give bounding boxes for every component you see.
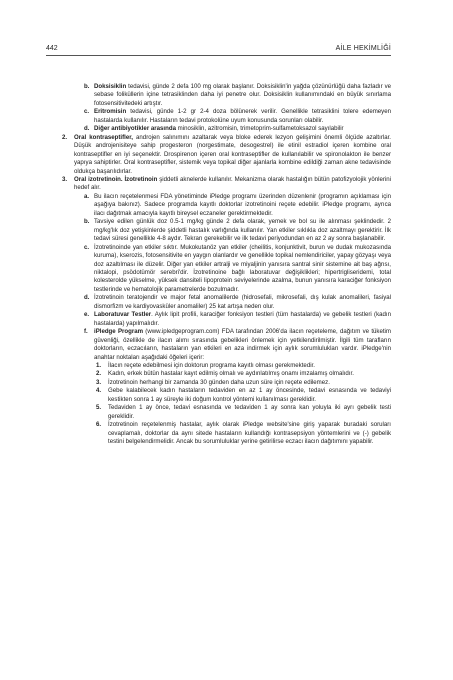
item-body: tedavisi, günde 1-2 gr 2-4 doza bölünerek verilir. Genellikle tetrasiklini tolere edemeyen hastalarda kullanılır. Hastaların tedavi protokolüne uyum konusunda sorunları olabilir.	[94, 108, 391, 124]
item-term: Oral izotretinoin. İzotretinoin	[74, 175, 158, 183]
item-text	[108, 379, 330, 386]
list-item-b3	[56, 218, 391, 243]
item-body: Bu ilacın reçetelenmesi FDA yönetiminde iPledge programı üzerinden düzenlenir (programın açıklaması için aşağıya bakınız). Sadece programda kayıtlı doktorlar izotretinoini reçete edebilir. iPledge programı, ayrıca ilacı dağıtmak amacıyla kayıtlı bireysel eczaneler gerektirmektedir.	[94, 192, 391, 217]
list-item-e3	[56, 311, 391, 328]
list-marker: d.	[84, 294, 90, 302]
list-item-n2	[56, 134, 391, 176]
list-marker: 3.	[96, 378, 102, 386]
item-text	[74, 134, 391, 175]
item-body: Gebe kalabilecek kadın hastaların tedaviden en az 1 ay öncesinde, tedavi esnasında ve tedaviyi kestikten sonra 1 ay süreyle iki doğum kontrol yöntemi kullanılması gereklidir.	[108, 387, 391, 403]
item-body: Tavsiye edilen günlük doz 0.5-1 mg/kg günde 2 defa olarak, yemek ve bol su ile alınması şeklindedir. 2 mg/kg'lık doz yetişkinlerde şiddetli hastalık varlığında kullanılır. Yan etkiler sıklıkla doz azaltmayı gerektirir. İlk tedavi süresi genellikle 4-8 aydır. Tekrarı gerekebilir ve ilk tedavi periyodundan en az 2 ay sonra başlanabilir.	[94, 218, 391, 243]
item-term: Laboratuvar Testler	[94, 311, 152, 319]
list-marker: c.	[84, 108, 90, 116]
list-item-c1	[56, 108, 391, 125]
list-item-f3-2	[56, 370, 391, 378]
list-marker: 2.	[62, 133, 68, 141]
list-marker: a.	[84, 192, 90, 200]
item-body: İlacın reçete edebilmesi için doktorun programa kayıtlı olması gerekmektedir.	[108, 361, 315, 369]
list-item-f3	[56, 328, 391, 362]
item-text	[94, 244, 391, 293]
list-item-n3	[56, 176, 391, 193]
list-marker: 4.	[96, 387, 102, 395]
item-body: İzotretinoin teratojendir ve major fetal anomalilerde (hidrosefali, mikrosefali, dış kulak anomalileri, fasiyal dismorfizm ve kardiyovasküler anomaliler) 25 kat artışa neden olur.	[94, 294, 391, 310]
item-body: Kadın, erkek bütün hastalar kayıt edilmiş olmalı ve aydınlatılmış onamı imzalamış olmalıdır.	[108, 370, 354, 378]
item-term: Diğer antibiyotikler arasında	[94, 125, 176, 133]
item-text	[108, 404, 391, 419]
item-term: iPledge Program	[94, 328, 144, 336]
list-item-f3-3	[56, 379, 391, 387]
item-term: Eritromisin	[94, 108, 127, 116]
item-text	[108, 362, 315, 369]
item-text	[94, 193, 391, 217]
list-item-d1	[56, 125, 391, 133]
item-text	[94, 328, 391, 360]
list-marker: b.	[84, 218, 90, 226]
list-item-f3-1	[56, 362, 391, 370]
item-text	[94, 218, 391, 242]
list-marker: f.	[84, 328, 88, 336]
item-text	[74, 176, 391, 191]
list-marker: d.	[84, 125, 90, 133]
list-item-b1	[56, 83, 391, 108]
item-text	[108, 387, 391, 402]
item-term: Oral kontraseptifler,	[74, 133, 133, 141]
page-header	[46, 44, 391, 58]
item-body: İzotretinoin reçetelenmiş hastalar, aylık olarak iPledge website'sine giriş yaparak buradaki soruları cevaplamalı, doktorlar da aynı sitede hastaların kullandığı kontrasepsiyon yöntemlerini ve (-) gebelik testini belgelendirmelidir. Ancak bu sorumluluklar yerine getirilirse eczacı ilacın dağıtımını yapabilir.	[108, 421, 391, 446]
item-text	[94, 294, 391, 309]
list-marker: 2.	[96, 370, 102, 378]
item-body: tedavisi, günde 2 defa 100 mg olarak başlanır. Doksisiklin'in yağda çözünürlüğü daha fazladır ve sebase foliküllerin içine tetrasiklinden daha iyi penetre olur. Doksisiklin kullanımındaki en büyük sınırlama fotosensitivitedeki artıştır.	[94, 83, 391, 107]
list-item-c3	[56, 244, 391, 295]
list-item-f3-6	[56, 421, 391, 446]
item-text	[108, 421, 391, 445]
list-marker: b.	[84, 83, 90, 90]
list-item-f3-4	[56, 387, 391, 404]
item-text	[94, 108, 391, 123]
item-body: şiddetli aknelerde kullanılır. Mekanizma olarak hastalığın bütün patofizyolojik yönlerini hedef alır.	[74, 175, 391, 192]
item-body: . Aylık lipit profili, karaciğer fonksiyon testleri (tüm hastalarda) ve gebelik testleri (kadın hastalarda) yapılmalıdır.	[94, 311, 391, 327]
item-body: minosiklin, azitromisin, trimetoprim-sulfametoksazol sayılabilir	[175, 125, 344, 133]
list-marker: 5.	[96, 404, 102, 412]
item-text	[94, 83, 391, 107]
list-item-d3	[56, 294, 391, 311]
running-title: AİLE HEKİMLİĞİ	[335, 45, 391, 52]
item-text	[108, 370, 354, 377]
page-number: 442	[46, 45, 58, 52]
list-marker: e.	[84, 311, 90, 319]
item-body: İzotretinoin herhangi bir zamanda 30 günden daha uzun süre için reçete edilemez.	[108, 378, 330, 386]
item-text	[94, 125, 344, 132]
item-text	[94, 311, 391, 326]
body-text	[56, 83, 391, 446]
item-body: androjen salınımını azaltarak veya bloke ederek lezyon gelişimini önemli ölçüde azaltırlar. Düşük androjenisiteye sahip progesteron (norgestimate, desogestrel) ile etinil estradiol içeren kombine oral kontraseptifler en iyi seçenektir. Drospirenon içeren oral kontraseptifler de kullanılabilir ve spironolakton ile benzer yapıya sahiptirler. Oral kontraseptifler, sistemik veya topikal diğer ajanlarla kombine edildiği zaman akne tedavisinde oldukça başarılıdırlar.	[74, 133, 391, 175]
item-body: Tedaviden 1 ay önce, tedavi esnasında ve tedaviden 1 ay sonra kan yoluyla iki ayrı gebelik testi gereklidir.	[108, 404, 391, 420]
list-marker: 3.	[62, 175, 68, 183]
item-body: (www.ipledgeprogram.com) FDA tarafından 2006'da ilacın reçeteleme, dağıtım ve tüketim güvenliği, özellikle de ilacın alımı sırasında gebelikleri önlemek için yetkilendirilmiştir. İlgili tüm tarafların doktorların, eczacıların, hastaların yan etkileri en aza indirmek için aylık sorumlulukları vardır. iPledge'nin anahtar noktaları aşağıdaki öğeleri içerir:	[94, 328, 391, 361]
list-marker: c.	[84, 243, 90, 251]
list-item-a3	[56, 193, 391, 218]
header-rule	[46, 55, 391, 56]
list-item-f3-5	[56, 404, 391, 421]
list-marker: 6.	[96, 421, 102, 429]
item-body: İzotretinoinde yan etkiler sıktır. Mukokutanöz yan etkiler (cheilitis, konjunktivit, burun ve dudak mukozasında kuruma), kserozis, fotosensitivite en yaygın olanlardır ve genellikle topikal nemlendiriciler, yapay gözyaşı veya doz azaltılması ile düzelir. Diğer yan etkiler artralji ve miyaljinin yanısıra santral sinir sistemine ait baş ağrısı, niktalopi, psödotümör serebri'dir. İzotretinoine bağlı laboratuvar değişiklikleri; hipertrigliseridemi, total kolesterolde yükselme, yüksek dansiteli lipoprotein seviyelerinde azalma, bunun yanısıra karaciğer fonksiyon testlerinde ve hematolojik parametrelerde bozulmadır.	[94, 243, 391, 293]
list-marker: 1.	[96, 361, 102, 369]
item-term: Doksisiklin	[94, 83, 127, 90]
